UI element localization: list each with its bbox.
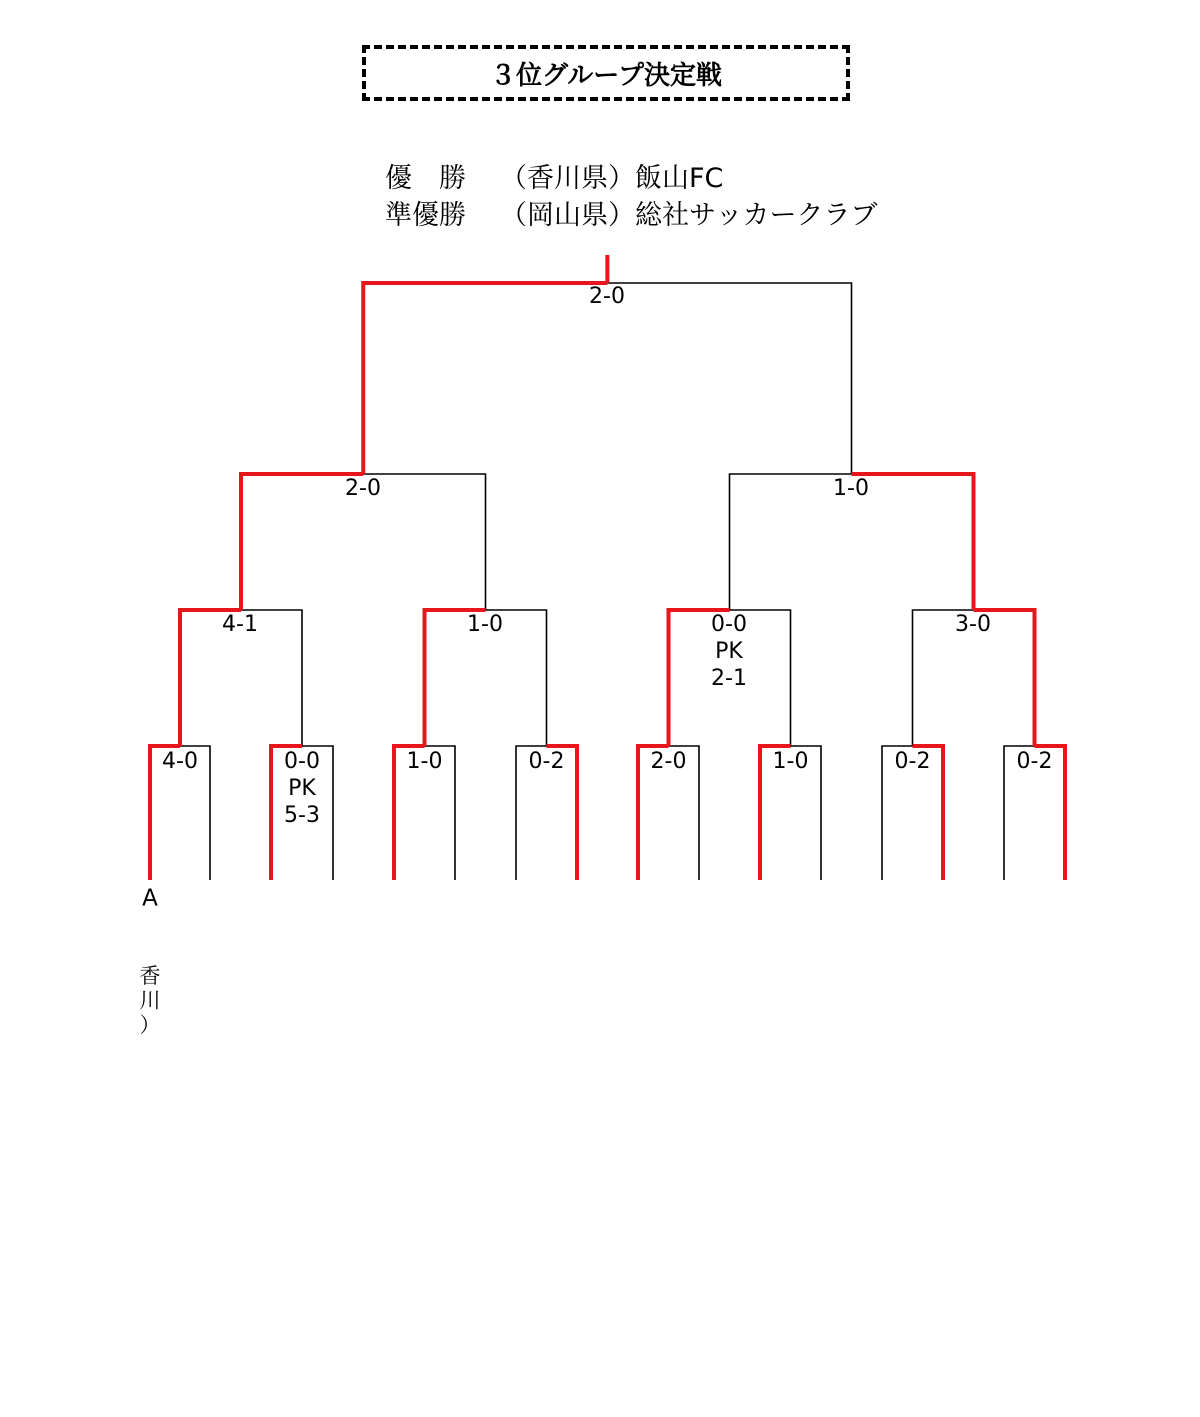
- round2-score-3-line-2: PK: [715, 639, 743, 664]
- bracket-labels: [140, 284, 1053, 1037]
- round1-score-7-line-1: 0-2: [894, 749, 931, 774]
- team-letter-a: A: [142, 885, 158, 912]
- round1-score-1-line-1: 4-0: [162, 749, 198, 774]
- round3-score-1-line-1: 2-0: [345, 476, 381, 501]
- round1-score-2-line-1: 0-0: [284, 749, 320, 774]
- page-title: ３位グループ決定戦: [490, 60, 722, 91]
- winner-team: （香川県）飯山FC: [500, 163, 724, 194]
- round1-score-2-line-2: PK: [288, 776, 316, 801]
- round2-score-3-line-1: 0-0: [711, 612, 747, 637]
- runner-up-rank-label: 準優勝: [385, 200, 466, 231]
- round1-score-6-line-1: 1-0: [772, 749, 809, 774]
- round2-score-3-line-3: 2-1: [711, 666, 747, 691]
- round1-score-3-line-1: 1-0: [406, 749, 443, 774]
- round4-match-1-left: [363, 283, 607, 474]
- round1-score-8-line-1: 0-2: [1016, 749, 1053, 774]
- team-pref-char: 香: [139, 964, 161, 988]
- round3-match-1-right: [363, 474, 485, 610]
- winner-rank-label: 優 勝: [385, 163, 466, 194]
- round4-match-1-right: [607, 283, 851, 474]
- round3-score-2-line-1: 1-0: [833, 476, 869, 501]
- round1-score-4-line-1: 0-2: [528, 749, 565, 774]
- team-pref-char: ）: [139, 1013, 161, 1037]
- final-score-line-1: 2-0: [589, 284, 625, 309]
- round2-score-1-line-1: 4-1: [222, 612, 258, 637]
- team-pref-char: 川: [139, 988, 161, 1013]
- round3-match-2-right: [852, 474, 974, 610]
- runner-up-team: （岡山県）総社サッカークラブ: [500, 200, 878, 231]
- round2-score-4-line-1: 3-0: [955, 612, 991, 637]
- round2-score-2-line-1: 1-0: [467, 612, 503, 637]
- round1-score-2-line-3: 5-3: [284, 803, 320, 828]
- round1-score-5-line-1: 2-0: [650, 749, 687, 774]
